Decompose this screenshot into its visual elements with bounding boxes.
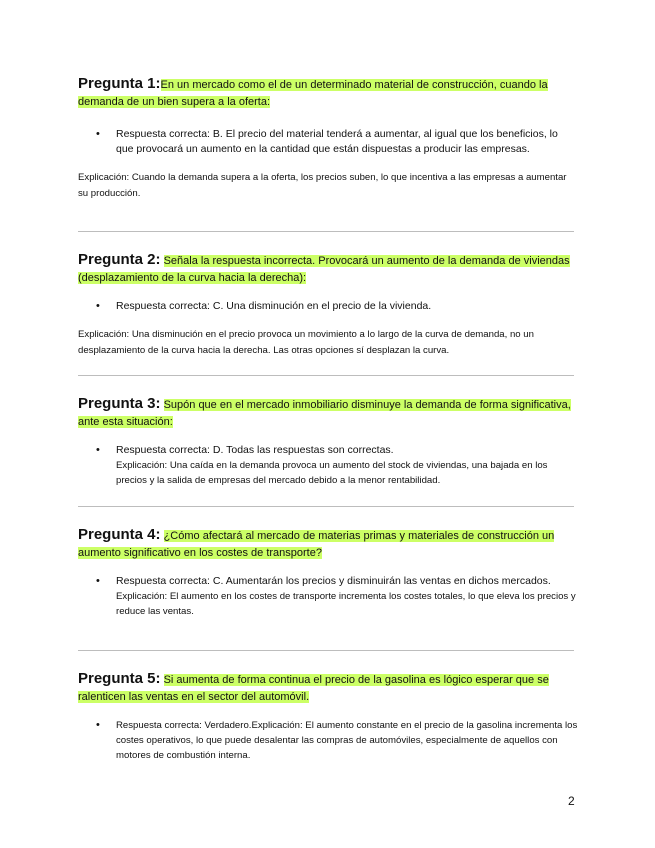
section-divider <box>78 375 574 376</box>
section-divider <box>78 506 574 507</box>
question-text: Si aumenta de forma continua el precio de la gasolina es lógico esperar que se ralenticen las ventas en el sector del automóvil. <box>78 674 549 703</box>
question-heading <box>78 527 578 561</box>
question-4 <box>78 527 578 619</box>
explanation-text: Explicación: Cuando la demanda supera a la oferta, los precios suben, lo que incentiva a las empresas a aumentar su producción. <box>78 172 567 199</box>
question-label: Pregunta 3: <box>78 395 161 412</box>
question-text: Señala la respuesta incorrecta. Provocará un aumento de la demanda de viviendas (desplazamiento de la curva hacia la derecha): <box>78 255 570 284</box>
question-label: Pregunta 2: <box>78 251 161 268</box>
question-heading <box>78 76 578 110</box>
explanation-text: Explicación: Una disminución en el precio provoca un movimiento a lo largo de la curva de demanda, no un desplazamiento de la curva hacia la derecha. Las otras opciones sí desplazan la curva. <box>78 328 534 356</box>
answer-list <box>78 443 578 488</box>
question-label: Pregunta 1: <box>78 75 161 92</box>
explanation-text: Explicación: Una caída en la demanda provoca un aumento del stock de viviendas, una bajada en los precios y la salida de empresas del mercado debido a la menor rentabilidad. <box>116 459 548 486</box>
answer-text: Respuesta correcta: C. Una disminución en el precio de la vivienda. <box>116 300 432 312</box>
answer-item <box>78 127 578 156</box>
question-heading <box>78 252 578 286</box>
answer-item <box>78 443 578 488</box>
question-text: Supón que en el mercado inmobiliario disminuye la demanda de forma significativa, ante esta situación: <box>78 399 571 428</box>
question-label: Pregunta 5: <box>78 670 161 687</box>
question-2 <box>78 252 578 359</box>
question-heading <box>78 396 578 430</box>
answer-item <box>78 299 578 314</box>
answer-item <box>78 718 578 763</box>
question-5 <box>78 671 578 763</box>
answer-list <box>78 718 578 763</box>
answer-list <box>78 299 578 314</box>
answer-text: Respuesta correcta: D. Todas las respuestas son correctas. <box>116 444 394 456</box>
question-text: En un mercado como el de un determinado material de construcción, cuando la demanda de un bien supera a la oferta: <box>78 79 548 108</box>
section-divider <box>78 650 574 651</box>
question-heading <box>78 671 578 705</box>
question-text: ¿Cómo afectará al mercado de materias primas y materiales de construcción un aumento significativo en los costes de transporte? <box>78 530 555 559</box>
answer-list <box>78 127 578 156</box>
question-3 <box>78 396 578 488</box>
question-1 <box>78 76 578 202</box>
answer-text: Respuesta correcta: Verdadero.Explicación: El aumento constante en el precio de la gasolina incrementa los costes operativos, lo que puede desalentar las compras de automóviles, especialmente de aquellos con motores de combustión interna. <box>116 720 578 761</box>
explanation-text: Explicación: El aumento en los costes de transporte incrementa los costes totales, lo que eleva los precios y reduce las ventas. <box>116 590 576 617</box>
answer-item <box>78 574 578 619</box>
answer-text: Respuesta correcta: B. El precio del material tenderá a aumentar, al igual que los beneficios, lo que provocará un aumento en la cantidad que están dispuestas a producir las empresas. <box>116 128 558 155</box>
question-label: Pregunta 4: <box>78 526 161 543</box>
section-divider <box>78 231 574 232</box>
answer-text: Respuesta correcta: C. Aumentarán los precios y disminuirán las ventas en dichos mercados. <box>116 575 551 587</box>
answer-list <box>78 574 578 619</box>
page-number: 2 <box>568 794 575 808</box>
